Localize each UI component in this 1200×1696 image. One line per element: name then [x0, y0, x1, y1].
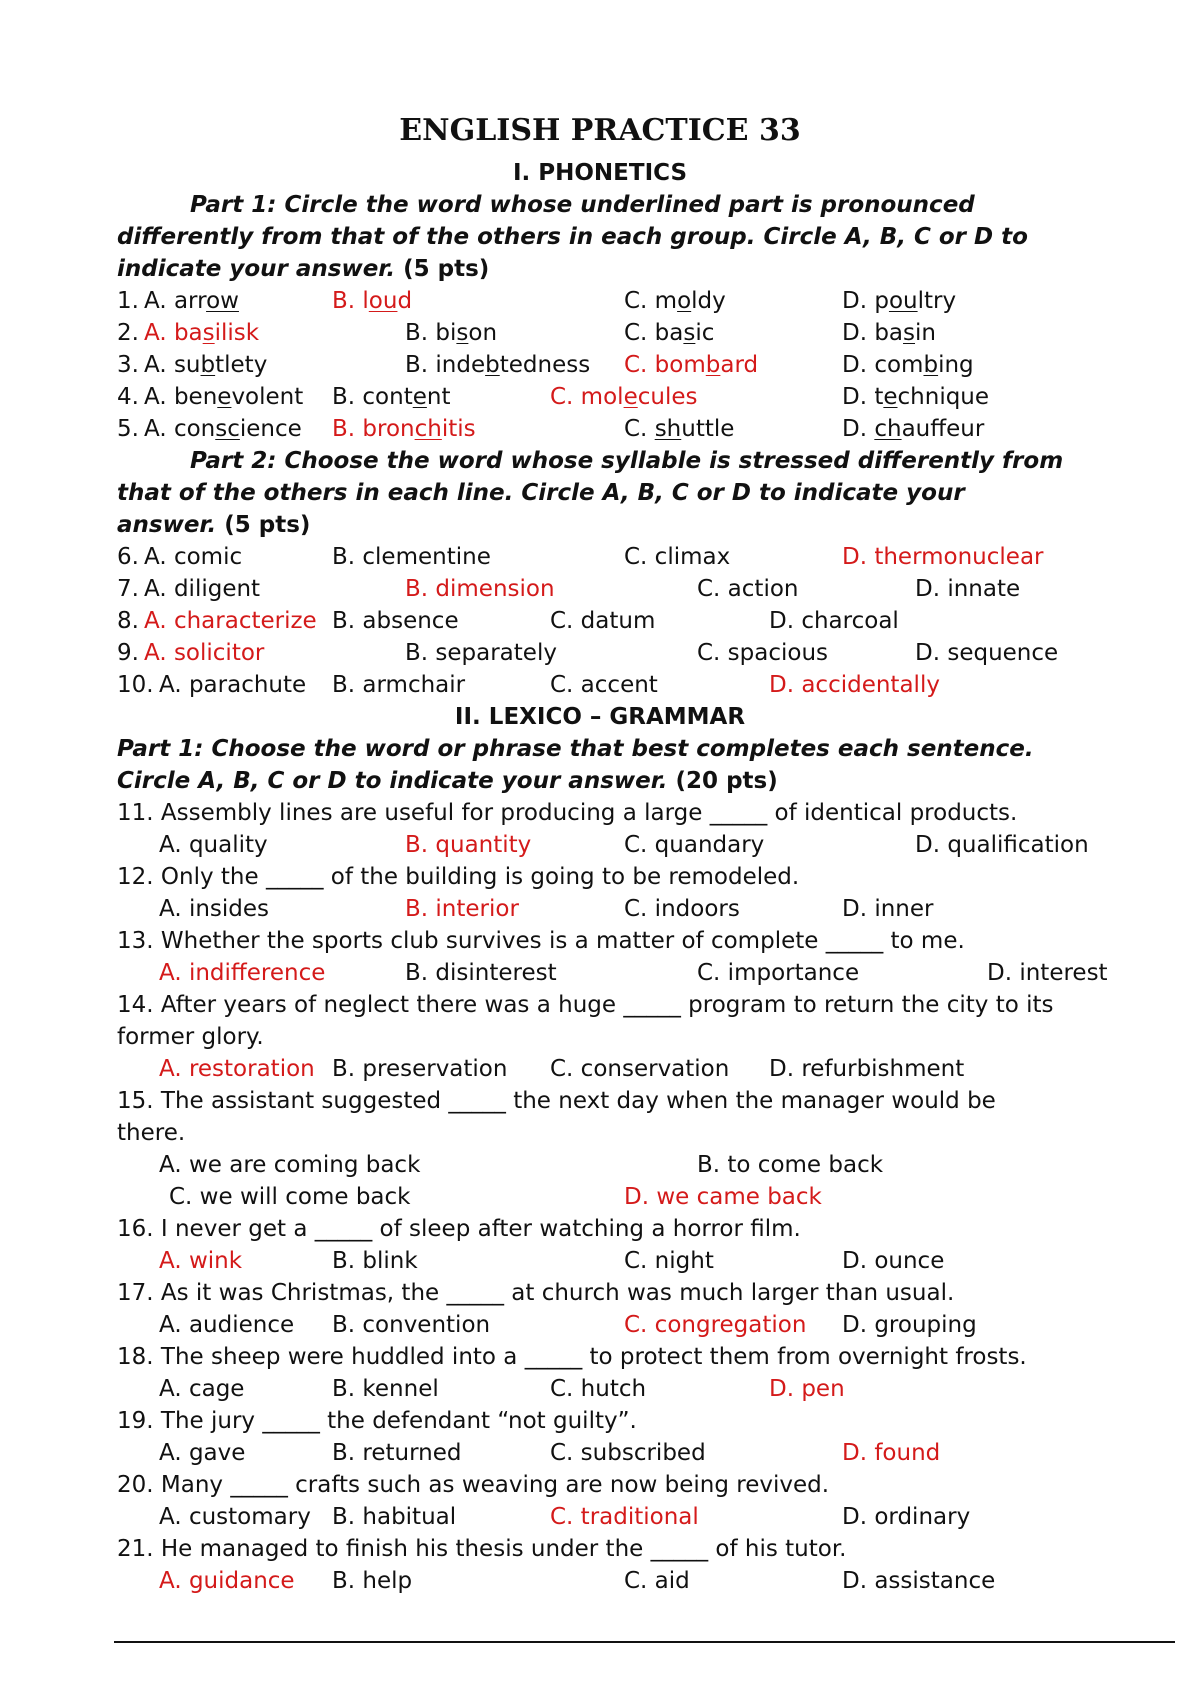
- points-label: (5 pts): [224, 512, 311, 538]
- question-text: 17. As it was Christmas, the _____ at church was much larger than usual.: [117, 1280, 955, 1306]
- option-d-answer[interactable]: D. found: [842, 1440, 941, 1466]
- option-c[interactable]: C. action: [697, 576, 799, 602]
- question-row: [117, 637, 1177, 669]
- question-text: 18. The sheep were huddled into a _____ to protect them from overnight frosts.: [117, 1344, 1027, 1370]
- option-c[interactable]: C. quandary: [624, 832, 765, 858]
- option-d[interactable]: D. poultry: [842, 288, 957, 314]
- option-a[interactable]: A. parachute: [159, 672, 307, 698]
- options-row: [117, 829, 1177, 861]
- option-d-answer[interactable]: D. accidentally: [769, 672, 940, 698]
- option-d[interactable]: D. sequence: [915, 640, 1059, 666]
- option-a-answer[interactable]: A. restoration: [159, 1056, 315, 1082]
- instruction-line: Part 1: Choose the word or phrase that best completes each sentence.: [117, 736, 1034, 762]
- points-label: (5 pts): [403, 256, 490, 282]
- option-a[interactable]: A. comic: [144, 544, 243, 570]
- option-b[interactable]: B. content: [332, 384, 451, 410]
- question-row: [117, 381, 1177, 413]
- question-row: [117, 317, 1177, 349]
- option-c[interactable]: C. shuttle: [624, 416, 735, 442]
- option-b[interactable]: B. absence: [332, 608, 459, 634]
- option-b[interactable]: B. to come back: [697, 1152, 884, 1178]
- options-row: [117, 1309, 1177, 1341]
- instruction-line: [117, 509, 1177, 541]
- options-row: [117, 1437, 1177, 1469]
- question-text: 21. He managed to finish his thesis under the _____ of his tutor.: [117, 1536, 847, 1562]
- instruction-line: Part 2: Choose the word whose syllable is stressed differently from: [190, 448, 1064, 474]
- option-c[interactable]: C. moldy: [624, 288, 726, 314]
- option-b-answer[interactable]: B. bronchitis: [332, 416, 476, 442]
- question-text: 19. The jury _____ the defendant “not guilty”.: [117, 1408, 637, 1434]
- instruction-text: indicate your answer.: [117, 256, 396, 282]
- option-b-answer[interactable]: B. loud: [332, 288, 413, 314]
- question-text-continued: there.: [117, 1120, 186, 1146]
- question-text: 12. Only the _____ of the building is going to be remodeled.: [117, 864, 800, 890]
- option-c[interactable]: C. spacious: [697, 640, 829, 666]
- option-c[interactable]: C. hutch: [550, 1376, 647, 1402]
- question-row: [117, 413, 1177, 445]
- option-a[interactable]: A. gave: [159, 1440, 246, 1466]
- instruction-text: answer.: [117, 512, 217, 538]
- option-b[interactable]: B. convention: [332, 1312, 491, 1338]
- option-b-answer[interactable]: B. interior: [405, 896, 519, 922]
- option-b[interactable]: B. disinterest: [405, 960, 557, 986]
- question-number: 7.: [117, 576, 139, 602]
- option-d[interactable]: D. charcoal: [769, 608, 899, 634]
- option-c[interactable]: C. conservation: [550, 1056, 730, 1082]
- option-d[interactable]: D. technique: [842, 384, 990, 410]
- option-d[interactable]: D. assistance: [842, 1568, 996, 1594]
- options-row: [117, 1181, 1177, 1213]
- option-d[interactable]: D. ounce: [842, 1248, 945, 1274]
- instruction-line: that of the others in each line. Circle A, B, C or D to indicate your: [117, 480, 965, 506]
- question-row: [117, 605, 1177, 637]
- option-d-answer[interactable]: D. thermonuclear: [842, 544, 1044, 570]
- option-c[interactable]: C. basic: [624, 320, 715, 346]
- option-d[interactable]: D. qualification: [915, 832, 1089, 858]
- option-a-answer[interactable]: A. indifference: [159, 960, 326, 986]
- option-a[interactable]: A. customary: [159, 1504, 311, 1530]
- option-b[interactable]: B. indebtedness: [405, 352, 591, 378]
- question-number: 4.: [117, 384, 139, 410]
- option-b[interactable]: B. blink: [332, 1248, 418, 1274]
- option-c[interactable]: C. aid: [624, 1568, 690, 1594]
- option-c-answer[interactable]: C. molecules: [550, 384, 698, 410]
- options-row: [117, 957, 1177, 989]
- option-d[interactable]: D. grouping: [842, 1312, 977, 1338]
- question-text: 15. The assistant suggested _____ the next day when the manager would be: [117, 1088, 996, 1114]
- question-number: 3.: [117, 352, 139, 378]
- option-a[interactable]: A. subtlety: [144, 352, 268, 378]
- options-row: [117, 1373, 1177, 1405]
- question-row: [117, 285, 1177, 317]
- option-a-answer[interactable]: A. solicitor: [144, 640, 265, 666]
- instruction-line: Part 1: Circle the word whose underlined part is pronounced: [190, 192, 975, 218]
- question-number: 5.: [117, 416, 139, 442]
- option-c[interactable]: C. night: [624, 1248, 714, 1274]
- options-row: [117, 893, 1177, 925]
- option-a[interactable]: A. we are coming back: [159, 1152, 421, 1178]
- option-b-answer[interactable]: B. quantity: [405, 832, 532, 858]
- option-b[interactable]: B. separately: [405, 640, 557, 666]
- option-a-answer[interactable]: A. wink: [159, 1248, 243, 1274]
- option-c[interactable]: C. indoors: [624, 896, 740, 922]
- option-c-answer[interactable]: C. traditional: [550, 1504, 699, 1530]
- section-heading-phonetics: I. PHONETICS: [512, 160, 688, 186]
- options-row: [117, 1149, 1177, 1181]
- option-c-answer[interactable]: C. congregation: [624, 1312, 807, 1338]
- question-number: 2.: [117, 320, 139, 346]
- question-row: [117, 573, 1177, 605]
- question-row: [117, 541, 1177, 573]
- option-d[interactable]: D. innate: [915, 576, 1021, 602]
- options-row: [117, 1501, 1177, 1533]
- option-b[interactable]: B. preservation: [332, 1056, 508, 1082]
- option-b[interactable]: B. clementine: [332, 544, 491, 570]
- question-number: 6.: [117, 544, 139, 570]
- options-row: [117, 1565, 1177, 1597]
- option-a[interactable]: A. insides: [159, 896, 270, 922]
- question-number: 10.: [117, 672, 154, 698]
- instruction-text: Circle A, B, C or D to indicate your answer.: [117, 768, 668, 794]
- question-text-continued: former glory.: [117, 1024, 264, 1050]
- option-a[interactable]: A. conscience: [144, 416, 302, 442]
- option-d[interactable]: D. combing: [842, 352, 974, 378]
- question-row: [117, 669, 1177, 701]
- option-d[interactable]: D. interest: [987, 960, 1108, 986]
- option-c-answer[interactable]: C. bombard: [624, 352, 759, 378]
- points-label: (20 pts): [675, 768, 778, 794]
- option-c[interactable]: C. datum: [550, 608, 656, 634]
- option-a-answer[interactable]: A. guidance: [159, 1568, 295, 1594]
- option-a[interactable]: A. arrow: [144, 288, 239, 314]
- option-d-answer[interactable]: D. we came back: [624, 1184, 822, 1210]
- option-b-answer[interactable]: B. dimension: [405, 576, 555, 602]
- question-row: [117, 349, 1177, 381]
- option-a-answer[interactable]: A. basilisk: [144, 320, 260, 346]
- option-c[interactable]: C. importance: [697, 960, 860, 986]
- page-title: ENGLISH PRACTICE 33: [399, 113, 801, 148]
- question-text: 20. Many _____ crafts such as weaving are now being revived.: [117, 1472, 830, 1498]
- instruction-line: differently from that of the others in each group. Circle A, B, C or D to: [117, 224, 1028, 250]
- bottom-divider: [114, 1641, 1175, 1643]
- option-b[interactable]: B. kennel: [332, 1376, 439, 1402]
- option-d[interactable]: D. basin: [842, 320, 936, 346]
- option-d-answer[interactable]: D. pen: [769, 1376, 845, 1402]
- option-a[interactable]: A. quality: [159, 832, 268, 858]
- option-d[interactable]: D. ordinary: [842, 1504, 971, 1530]
- section-heading-lexico-grammar: II. LEXICO – GRAMMAR: [454, 704, 746, 730]
- option-b[interactable]: B. habitual: [332, 1504, 457, 1530]
- option-d[interactable]: D. chauffeur: [842, 416, 985, 442]
- option-c[interactable]: C. accent: [550, 672, 658, 698]
- option-c[interactable]: C. we will come back: [169, 1184, 411, 1210]
- instruction-line: [117, 253, 1177, 285]
- option-d[interactable]: D. refurbishment: [769, 1056, 965, 1082]
- option-a[interactable]: A. benevolent: [144, 384, 304, 410]
- option-b[interactable]: B. help: [332, 1568, 413, 1594]
- instruction-line: [117, 765, 1177, 797]
- option-d[interactable]: D. inner: [842, 896, 934, 922]
- option-a[interactable]: A. cage: [159, 1376, 245, 1402]
- option-c[interactable]: C. subscribed: [550, 1440, 706, 1466]
- question-text: 14. After years of neglect there was a huge _____ program to return the city to its: [117, 992, 1054, 1018]
- option-a[interactable]: A. diligent: [144, 576, 261, 602]
- option-a[interactable]: A. audience: [159, 1312, 295, 1338]
- question-text: 11. Assembly lines are useful for producing a large _____ of identical products.: [117, 800, 1018, 826]
- question-text: 16. I never get a _____ of sleep after watching a horror film.: [117, 1216, 801, 1242]
- question-text: 13. Whether the sports club survives is a matter of complete _____ to me.: [117, 928, 965, 954]
- option-a-answer[interactable]: A. characterize: [144, 608, 317, 634]
- option-b[interactable]: B. bison: [405, 320, 498, 346]
- option-b[interactable]: B. armchair: [332, 672, 466, 698]
- options-row: [117, 1245, 1177, 1277]
- question-number: 1.: [117, 288, 139, 314]
- question-number: 9.: [117, 640, 139, 666]
- options-row: [117, 1053, 1177, 1085]
- option-b[interactable]: B. returned: [332, 1440, 462, 1466]
- question-number: 8.: [117, 608, 139, 634]
- option-c[interactable]: C. climax: [624, 544, 731, 570]
